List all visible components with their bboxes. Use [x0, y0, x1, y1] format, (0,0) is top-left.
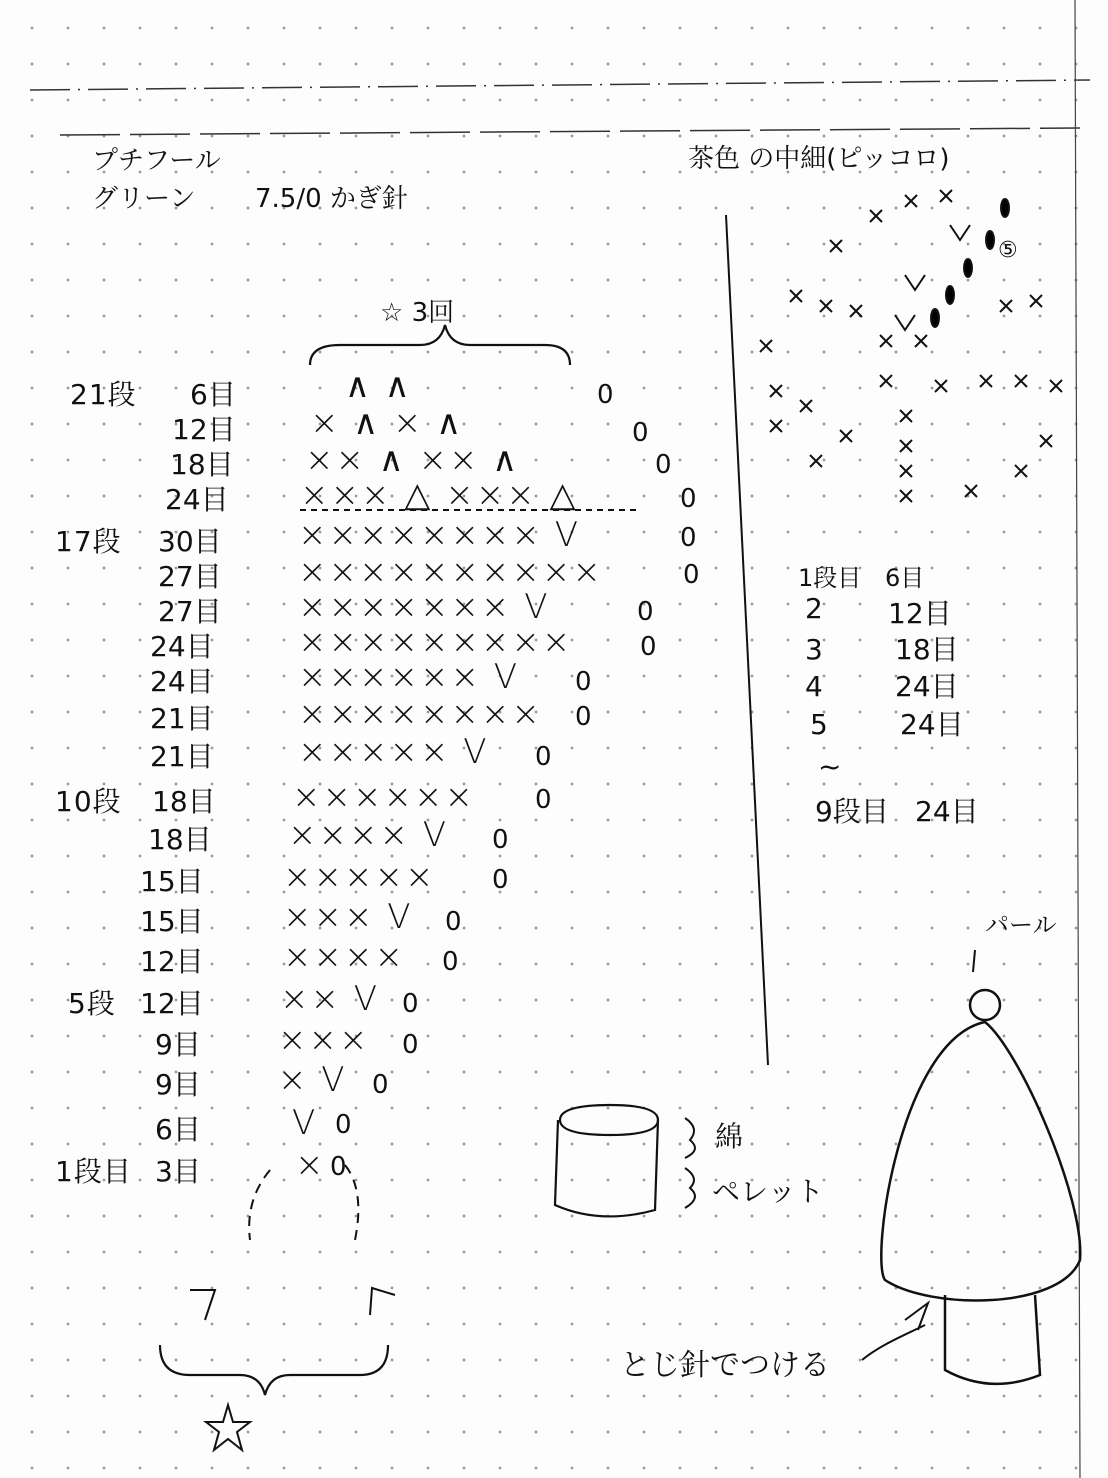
cap-round-diagram — [760, 190, 1062, 502]
stitch-count: 24目 — [150, 630, 214, 663]
yarn-name-line1: プチフール — [92, 146, 221, 176]
stitch-symbols: ×××× V — [288, 815, 449, 855]
stitch-symbols: ∧ ∧ — [345, 366, 412, 406]
stitch-count: 24目 — [165, 483, 229, 516]
chain-mark: 0 — [492, 865, 509, 895]
cap-count: 24目 — [915, 795, 979, 828]
stitch-symbols: ×××× — [283, 937, 405, 977]
chain-mark: 0 — [445, 907, 462, 937]
chain-mark: 0 — [680, 523, 697, 553]
chain-mark: 0 — [492, 825, 509, 855]
row-label: 10段 — [55, 785, 122, 818]
stitch-symbols: ××× — [278, 1020, 370, 1060]
stitch-count: 12目 — [140, 945, 204, 978]
stitch-symbols: ××××× — [283, 857, 436, 897]
bottom-brace — [160, 1345, 388, 1395]
stitch-count: 30目 — [158, 525, 222, 558]
stitch-symbols: ×××××××××× — [298, 552, 603, 592]
stitch-count: 6目 — [155, 1113, 201, 1146]
attach-note: とじ針でつける — [620, 1348, 830, 1383]
pellet-label: ペレット — [712, 1175, 824, 1208]
chain-mark: 0 — [575, 702, 592, 732]
row-label: 17段 — [55, 525, 122, 558]
pearl-bead — [970, 990, 1000, 1020]
stitch-count: 6目 — [190, 378, 236, 411]
chain-mark: 0 — [683, 560, 700, 590]
chain-mark: 0 — [335, 1110, 352, 1140]
row-label: 5段 — [68, 987, 116, 1020]
cap-row: ~ — [818, 750, 842, 783]
chain-mark: 0 — [680, 484, 697, 514]
second-rule-line — [60, 128, 1080, 135]
stitch-count: 15目 — [140, 905, 204, 938]
base-dashed-right — [345, 1165, 358, 1240]
base-mark-left — [190, 1290, 215, 1320]
stitch-count: 24目 — [150, 665, 214, 698]
base-dashed-left — [249, 1170, 270, 1240]
star-mark-text — [288, 1370, 289, 1371]
chain-mark: 0 — [330, 1152, 347, 1182]
cap-count: 18目 — [895, 633, 959, 666]
top-rule-line — [30, 80, 1090, 90]
chain-mark: 0 — [632, 418, 649, 448]
pearl-leader-line — [973, 950, 975, 972]
chain-mark: 0 — [535, 785, 552, 815]
bead-label: パール — [985, 911, 1057, 939]
cap-row: 1段目 — [798, 564, 862, 592]
stitch-symbols: ××××× V — [298, 732, 489, 772]
stitch-count: 18目 — [148, 823, 212, 856]
cotton-brace — [685, 1118, 695, 1158]
stitch-symbols: ××××××× V — [298, 587, 550, 627]
attach-arrow — [862, 1325, 925, 1360]
pellet-brace — [685, 1168, 695, 1208]
chain-mark: 0 — [597, 380, 614, 410]
cap-row: 9段目 — [815, 795, 889, 828]
filling-cylinder-top — [560, 1105, 658, 1135]
stitch-count: 21目 — [150, 702, 214, 735]
cap-row: 3 — [805, 633, 823, 666]
cap-count: 24目 — [900, 708, 964, 741]
chain-mark: 0 — [372, 1070, 389, 1100]
stitch-symbols: ××× △ ××× △ — [300, 475, 578, 515]
stitch-symbols: ×× ∧ ×× ∧ — [305, 440, 520, 480]
stitch-symbols: ××× V — [283, 897, 413, 937]
chain-mark: 0 — [637, 597, 654, 627]
hook-size: 7.5/0 かぎ針 — [255, 184, 408, 214]
cap-yarn-note: 茶色 の中細(ピッコロ) — [688, 144, 950, 174]
stitch-symbols: ××××××××× — [298, 622, 573, 662]
chain-mark: 0 — [575, 667, 592, 697]
yarn-name-line2: グリーン — [92, 184, 196, 214]
stitch-symbols: ×××××××× — [298, 694, 542, 734]
cap-row: 4 — [805, 670, 823, 703]
stitch-count: 12目 — [172, 413, 236, 446]
stitch-symbols: × ∧ × ∧ — [310, 403, 464, 443]
stitch-count: 18目 — [152, 785, 216, 818]
cap-count: 24目 — [895, 670, 959, 703]
stitch-count: 27目 — [158, 560, 222, 593]
stitch-count: 9目 — [155, 1028, 201, 1061]
cap-count: 6目 — [885, 564, 925, 592]
chain-mark: 0 — [640, 632, 657, 662]
stitch-count: 18目 — [170, 448, 234, 481]
stitch-count: 3目 — [155, 1155, 201, 1188]
stitch-count: 27目 — [158, 595, 222, 628]
stitch-symbols: ×××××××× V — [298, 515, 580, 555]
stitch-count: 21目 — [150, 740, 214, 773]
cap-row: 5 — [810, 708, 828, 741]
chain-mark: 0 — [402, 989, 419, 1019]
tree-cone-outline — [881, 1022, 1080, 1300]
chain-mark: 0 — [442, 947, 459, 977]
round-number-mark: ⑤ — [998, 238, 1018, 263]
stitch-count: 15目 — [140, 865, 204, 898]
repeat-note: ☆ 3回 — [380, 298, 455, 328]
stitch-symbols: V — [292, 1103, 318, 1143]
stitch-symbols: ×××××× — [292, 777, 475, 817]
trunk-outline — [945, 1295, 1040, 1384]
cap-count: 12目 — [888, 597, 952, 630]
star-icon — [206, 1405, 250, 1450]
cap-row: 2 — [805, 592, 823, 625]
base-mark-right — [370, 1288, 395, 1315]
stitch-symbols: ×××××× V — [298, 657, 519, 697]
cotton-label: 綿 — [715, 1120, 744, 1153]
chain-mark: 0 — [655, 450, 672, 480]
row-label: 1段目 — [55, 1155, 132, 1188]
repeat-brace — [310, 325, 570, 365]
stitch-symbols: ×× V — [280, 979, 380, 1019]
chain-mark: 0 — [535, 742, 552, 772]
row-label: 21段 — [70, 378, 137, 411]
stitch-symbols: × — [295, 1145, 326, 1185]
chain-mark: 0 — [402, 1030, 419, 1060]
stitch-symbols: × V — [278, 1060, 347, 1100]
stitch-count: 12目 — [140, 987, 204, 1020]
stitch-count: 9目 — [155, 1068, 201, 1101]
